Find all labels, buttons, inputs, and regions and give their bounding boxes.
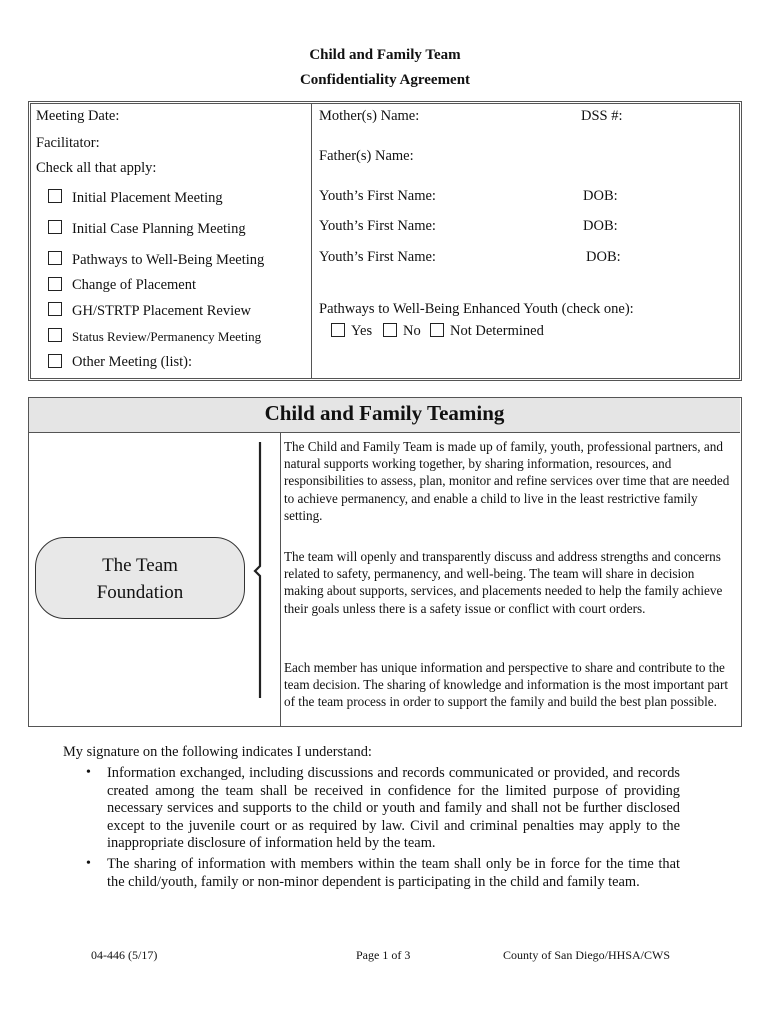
option-other-meeting: Other Meeting (list): xyxy=(72,354,193,370)
youth-first-name-label-3[interactable]: Youth’s First Name: xyxy=(319,249,436,265)
option-status-review: Status Review/Permanency Meeting xyxy=(72,329,262,344)
bullet-icon-1: • xyxy=(86,765,91,780)
team-foundation-badge xyxy=(35,537,245,619)
checkbox-pathways-not-determined[interactable] xyxy=(430,323,444,337)
youth-first-name-label-1[interactable]: Youth’s First Name: xyxy=(319,188,436,204)
form-subtitle: Confidentiality Agreement xyxy=(299,72,471,88)
checkbox-initial-placement[interactable] xyxy=(48,189,62,203)
page-number: Page 1 of 3 xyxy=(356,948,411,962)
dob-label-2[interactable]: DOB: xyxy=(583,218,618,234)
mothers-name-label[interactable]: Mother(s) Name: xyxy=(319,108,420,124)
dob-label-3[interactable]: DOB: xyxy=(586,249,621,265)
option-change-of-placement: Change of Placement xyxy=(72,277,197,293)
option-gh-strtp: GH/STRTP Placement Review xyxy=(72,303,252,319)
pathways-not-determined-label: Not Determined xyxy=(450,323,544,339)
form-title: Child and Family Team xyxy=(309,47,461,63)
pathways-no-label: No xyxy=(403,323,421,339)
checkbox-gh-strtp[interactable] xyxy=(48,302,62,316)
option-initial-case-planning: Initial Case Planning Meeting xyxy=(72,221,246,237)
teaming-paragraph-3: Each member has unique information and perspective to share and contribute to the team decision. The sharing of knowledge and information is the most important part of the team process in order to support the family and build the best plan possible. xyxy=(284,660,729,710)
option-pathways: Pathways to Well-Being Meeting xyxy=(72,252,265,268)
option-initial-placement: Initial Placement Meeting xyxy=(72,190,223,206)
signature-intro: My signature on the following indicates I understand: xyxy=(63,744,372,760)
check-all-label: Check all that apply: xyxy=(36,160,157,176)
form-number: 04-446 (5/17) xyxy=(91,948,158,962)
team-foundation-line1: The Team xyxy=(102,555,178,576)
pathways-yes-label: Yes xyxy=(351,323,373,339)
agreement-bullet-2: The sharing of information with members within the team shall only be in force for the time that the child/youth, family or non-minor dependent is participating in the child and family team. xyxy=(107,856,680,890)
teaming-paragraph-1: The Child and Family Team is made up of family, youth, professional partners, and natural supports working together, by sharing information, resources, and responsibilities to assess, plan, monitor and refine services over time that are needed to achieve permanency, and enable a child to live in the least restrictive family setting. xyxy=(284,439,730,523)
fathers-name-label[interactable]: Father(s) Name: xyxy=(319,148,414,164)
teaming-heading: Child and Family Teaming xyxy=(264,401,505,425)
checkbox-change-of-placement[interactable] xyxy=(48,277,62,291)
column-divider xyxy=(311,103,312,379)
checkbox-pathways[interactable] xyxy=(48,251,62,265)
facilitator-label[interactable]: Facilitator: xyxy=(36,135,100,151)
bullet-icon-2: • xyxy=(86,856,91,871)
dob-label-1[interactable]: DOB: xyxy=(583,188,618,204)
checkbox-initial-case-planning[interactable] xyxy=(48,220,62,234)
checkbox-pathways-yes[interactable] xyxy=(331,323,345,337)
checkbox-other-meeting[interactable] xyxy=(48,354,62,368)
bracket-brace xyxy=(250,440,266,702)
teaming-paragraph-2: The team will openly and transparently discuss and address strengths and concerns related to safety, permanency, and well-being. The team will share in decision making about supports, services, and placements needed to help the family achieve their goals unless there is a safety issue or conflict with court orders. xyxy=(284,549,723,616)
youth-first-name-label-2[interactable]: Youth’s First Name: xyxy=(319,218,436,234)
checkbox-pathways-no[interactable] xyxy=(383,323,397,337)
pathways-question: Pathways to Well-Being Enhanced Youth (check one): xyxy=(319,301,634,317)
meeting-date-label[interactable]: Meeting Date: xyxy=(36,108,120,124)
dss-label[interactable]: DSS #: xyxy=(581,108,623,124)
teaming-column-divider xyxy=(280,433,281,726)
team-foundation-line2: Foundation xyxy=(96,582,184,603)
agency-name: County of San Diego/HHSA/CWS xyxy=(503,948,671,962)
checkbox-status-review[interactable] xyxy=(48,328,62,342)
agreement-bullet-1: Information exchanged, including discussions and records communicated or provided, and records created among the team shall be received in confidence for the limited purpose of providing necessary services and supports to the child or youth and family and shall not be further disclosed except to the juvenile court or as required by law. Civil and criminal penalties may apply to the inappropriate disclosure of information held by the team. xyxy=(107,765,680,852)
